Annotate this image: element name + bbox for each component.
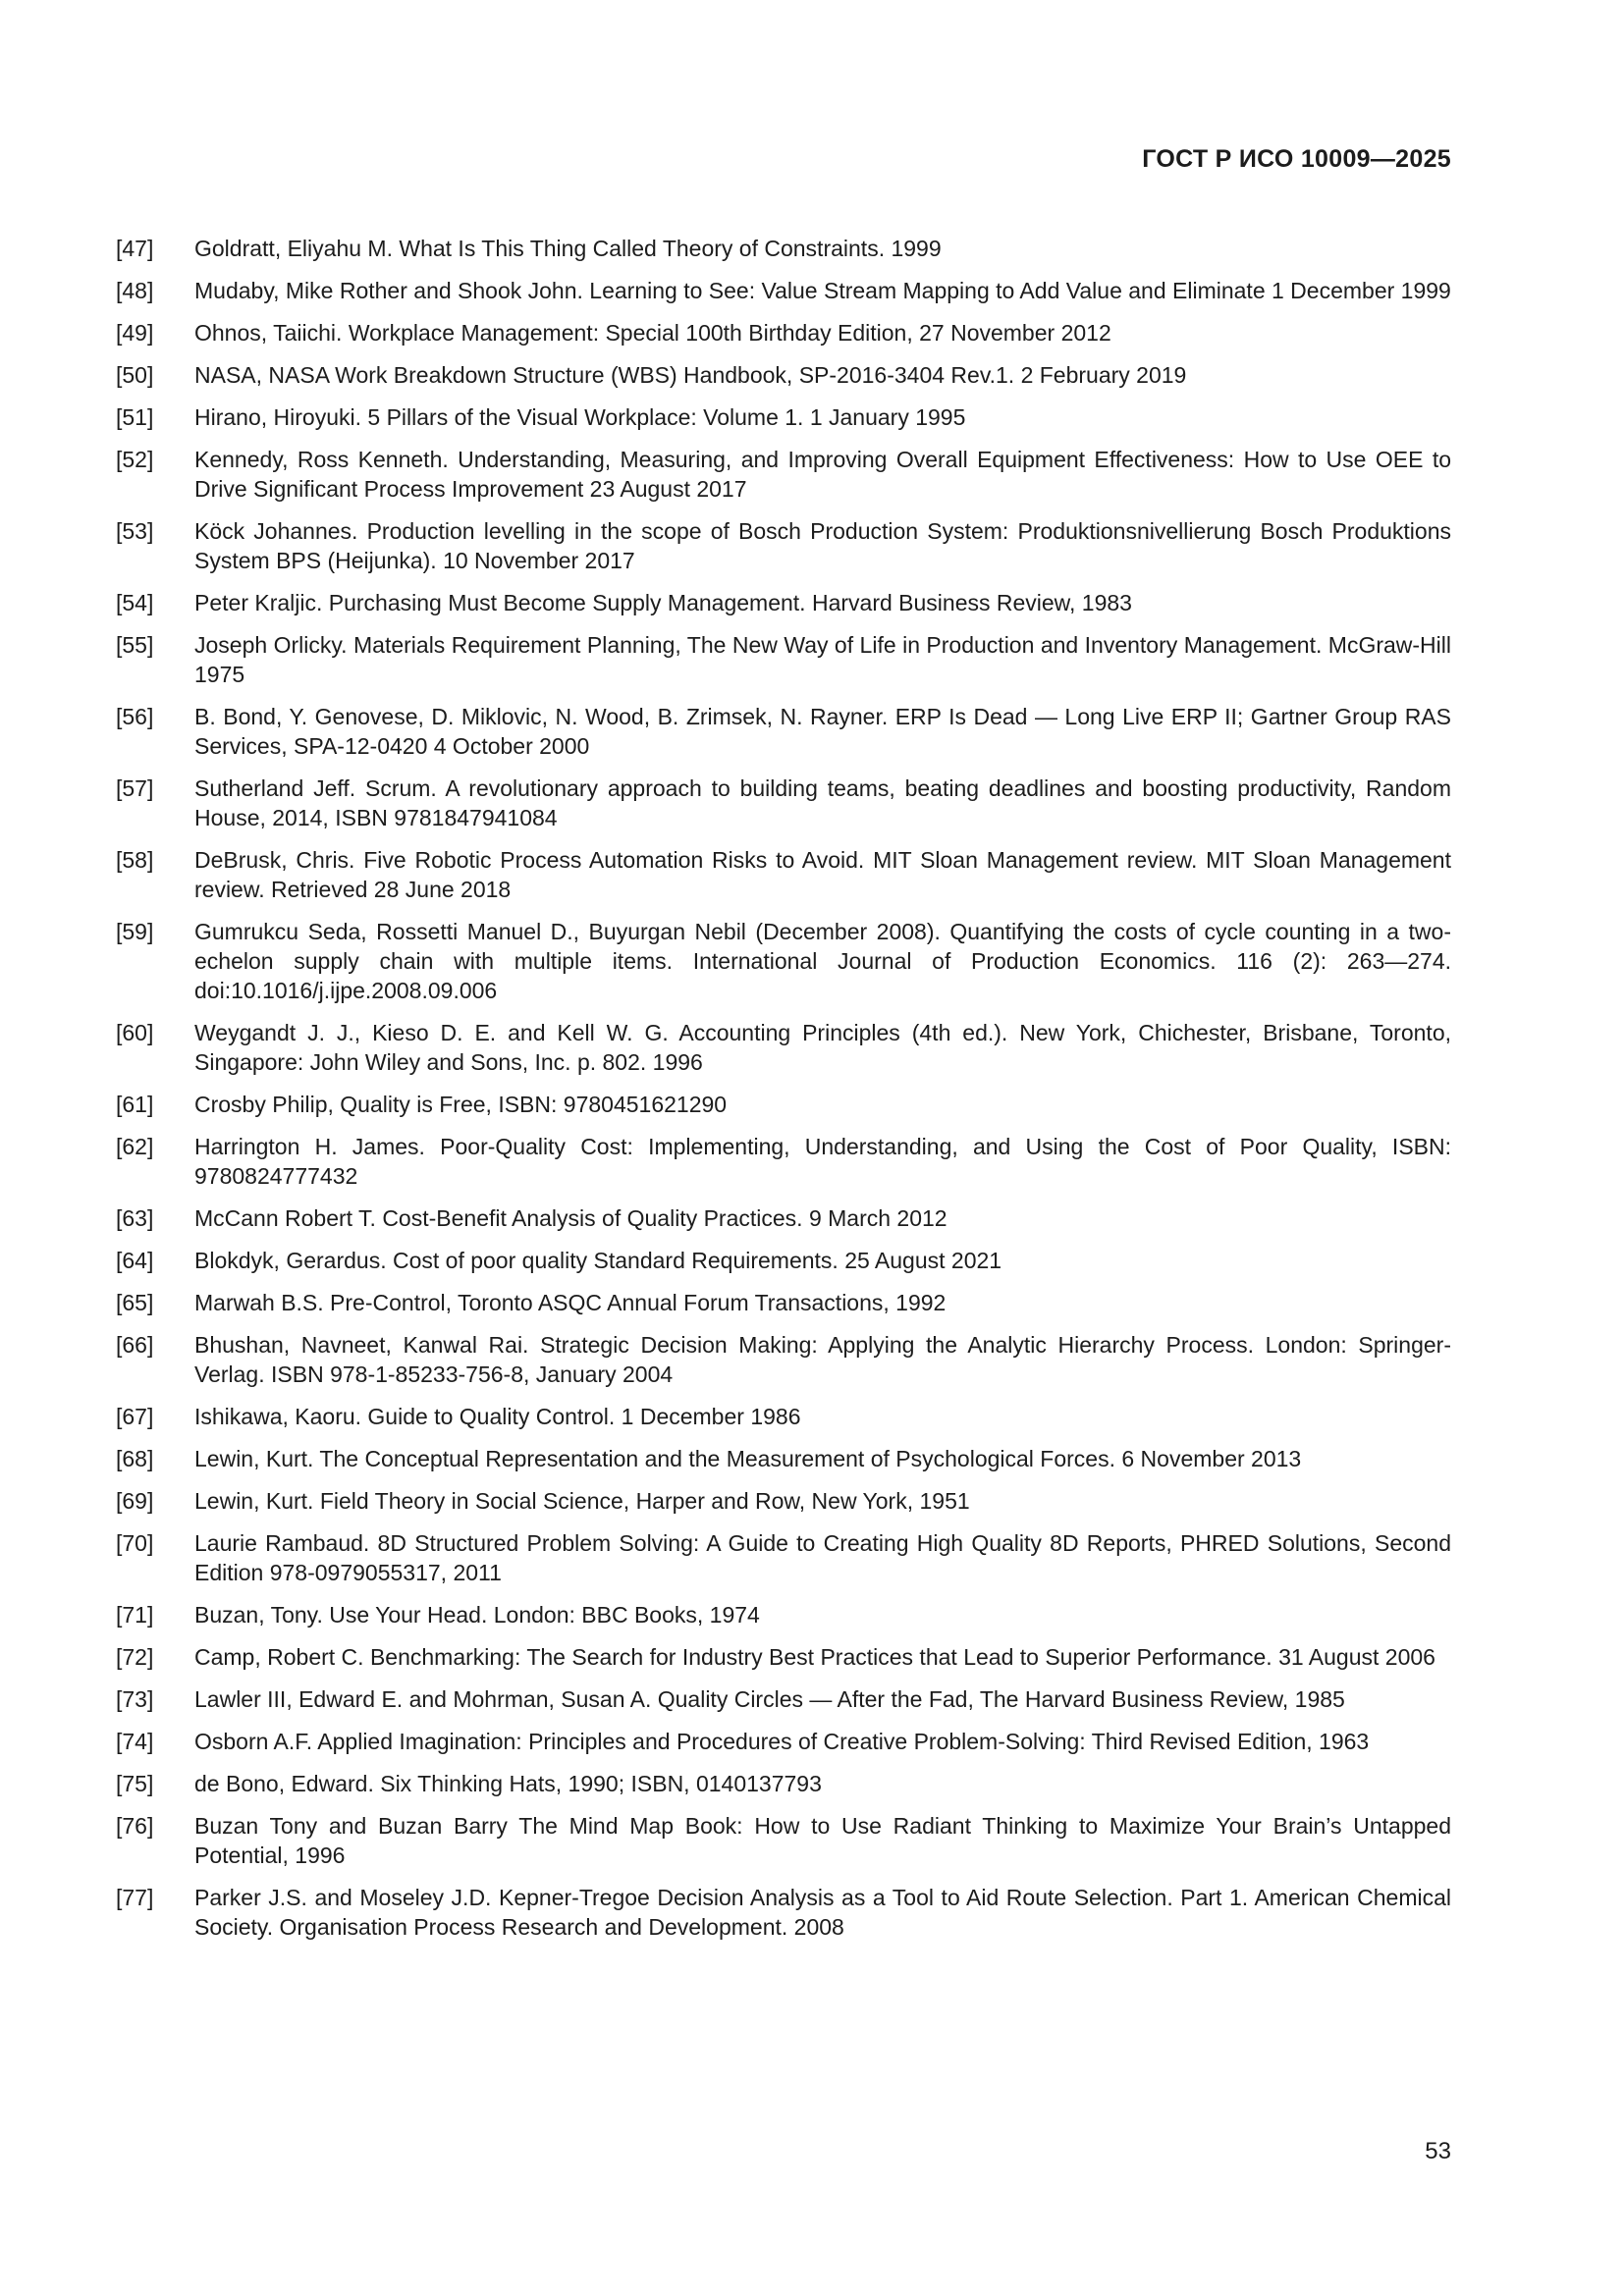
reference-number: [52]	[116, 447, 154, 472]
reference-item	[116, 1642, 1451, 1672]
reference-text: Ishikawa, Kaoru. Guide to Quality Control. 1 December 1986	[194, 1404, 801, 1429]
reference-item	[116, 1203, 1451, 1233]
reference-number: [62]	[116, 1134, 154, 1159]
reference-text: Peter Kraljic. Purchasing Must Become Supply Management. Harvard Business Review, 1983	[194, 590, 1132, 615]
reference-number: [60]	[116, 1020, 154, 1045]
reference-number: [76]	[116, 1813, 154, 1839]
reference-number: [69]	[116, 1488, 154, 1514]
reference-text: Köck Johannes. Production levelling in the scope of Bosch Production System: Produktionsnivellierung Bosch Produktions System BPS (Heijunka). 10 November 2017	[194, 518, 1451, 573]
reference-text: Gumrukcu Seda, Rossetti Manuel D., Buyurgan Nebil (December 2008). Quantifying the costs of cycle counting in a two-echelon supply chain with multiple items. International Journal of Production Economics. 116 (2): 263—274. doi:10.1016/j.ijpe.2008.09.006	[194, 919, 1451, 1003]
page-footer	[116, 2138, 1451, 2165]
reference-item	[116, 917, 1451, 1005]
reference-text: Parker J.S. and Moseley J.D. Kepner-Tregoe Decision Analysis as a Tool to Aid Route Selection. Part 1. American Chemical Society. Organisation Process Research and Development. 2008	[194, 1885, 1451, 1940]
reference-item	[116, 1444, 1451, 1473]
reference-item	[116, 630, 1451, 689]
reference-number: [47]	[116, 236, 154, 261]
reference-number: [48]	[116, 278, 154, 303]
reference-item	[116, 276, 1451, 305]
reference-item	[116, 1090, 1451, 1119]
reference-text: Sutherland Jeff. Scrum. A revolutionary approach to building teams, beating deadlines and boosting productivity, Random House, 2014, ISBN 9781847941084	[194, 775, 1451, 830]
reference-text: Blokdyk, Gerardus. Cost of poor quality Standard Requirements. 25 August 2021	[194, 1248, 1002, 1273]
reference-item	[116, 845, 1451, 904]
reference-number: [72]	[116, 1644, 154, 1670]
reference-text: Buzan Tony and Buzan Barry The Mind Map Book: How to Use Radiant Thinking to Maximize Your Brain’s Untapped Potential, 1996	[194, 1813, 1451, 1868]
reference-number: [71]	[116, 1602, 154, 1628]
references-list	[116, 234, 1451, 1954]
reference-item	[116, 516, 1451, 575]
reference-item	[116, 1246, 1451, 1275]
reference-text: Osborn A.F. Applied Imagination: Principles and Procedures of Creative Problem-Solving: Third Revised Edition, 1963	[194, 1729, 1370, 1754]
reference-item	[116, 1883, 1451, 1942]
page-header	[116, 145, 1451, 174]
reference-number: [75]	[116, 1771, 154, 1796]
reference-text: Lewin, Kurt. Field Theory in Social Science, Harper and Row, New York, 1951	[194, 1488, 970, 1514]
reference-text: Bhushan, Navneet, Kanwal Rai. Strategic Decision Making: Applying the Analytic Hierarchy Process. London: Springer-Verlag. ISBN 978-1-85233-756-8, January 2004	[194, 1332, 1451, 1387]
reference-number: [54]	[116, 590, 154, 615]
reference-number: [67]	[116, 1404, 154, 1429]
reference-text: B. Bond, Y. Genovese, D. Miklovic, N. Wood, B. Zrimsek, N. Rayner. ERP Is Dead — Long Live ERP II; Gartner Group RAS Services, SPA-12-0420 4 October 2000	[194, 704, 1451, 759]
reference-item	[116, 445, 1451, 504]
reference-number: [58]	[116, 847, 154, 873]
reference-text: de Bono, Edward. Six Thinking Hats, 1990; ISBN, 0140137793	[194, 1771, 822, 1796]
reference-item	[116, 1600, 1451, 1629]
reference-number: [70]	[116, 1530, 154, 1556]
reference-text: Hirano, Hiroyuki. 5 Pillars of the Visual Workplace: Volume 1. 1 January 1995	[194, 404, 966, 430]
reference-item	[116, 1288, 1451, 1317]
reference-number: [53]	[116, 518, 154, 544]
reference-item	[116, 1769, 1451, 1798]
reference-text: Buzan, Tony. Use Your Head. London: BBC Books, 1974	[194, 1602, 760, 1628]
reference-text: Crosby Philip, Quality is Free, ISBN: 9780451621290	[194, 1092, 728, 1117]
reference-text: Harrington H. James. Poor-Quality Cost: Implementing, Understanding, and Using the Cost of Poor Quality, ISBN: 9780824777432	[194, 1134, 1451, 1189]
reference-number: [63]	[116, 1205, 154, 1231]
reference-text: Joseph Orlicky. Materials Requirement Planning, The New Way of Life in Production and Inventory Management. McGraw-Hill 1975	[194, 632, 1451, 687]
reference-item	[116, 1811, 1451, 1870]
reference-text: Weygandt J. J., Kieso D. E. and Kell W. G. Accounting Principles (4th ed.). New York, Chichester, Brisbane, Toronto, Singapore: John Wiley and Sons, Inc. p. 802. 1996	[194, 1020, 1451, 1075]
reference-text: Ohnos, Taiichi. Workplace Management: Special 100th Birthday Edition, 27 November 2012	[194, 320, 1111, 346]
reference-item	[116, 360, 1451, 390]
reference-number: [49]	[116, 320, 154, 346]
reference-item	[116, 1528, 1451, 1587]
reference-item	[116, 702, 1451, 761]
page-number: 53	[1425, 2138, 1451, 2164]
reference-text: Kennedy, Ross Kenneth. Understanding, Measuring, and Improving Overall Equipment Effectiveness: How to Use OEE to Drive Significant Process Improvement 23 August 2017	[194, 447, 1451, 502]
reference-item	[116, 402, 1451, 432]
reference-number: [55]	[116, 632, 154, 658]
reference-text: Mudaby, Mike Rother and Shook John. Learning to See: Value Stream Mapping to Add Value and Eliminate 1 December 1999	[194, 278, 1451, 303]
reference-item	[116, 1486, 1451, 1516]
reference-item	[116, 234, 1451, 263]
reference-number: [51]	[116, 404, 154, 430]
reference-item	[116, 1727, 1451, 1756]
reference-text: Lewin, Kurt. The Conceptual Representation and the Measurement of Psychological Forces. 6 November 2013	[194, 1446, 1302, 1471]
reference-number: [73]	[116, 1686, 154, 1712]
reference-number: [57]	[116, 775, 154, 801]
reference-text: Laurie Rambaud. 8D Structured Problem Solving: A Guide to Creating High Quality 8D Reports, PHRED Solutions, Second Edition 978-0979055317, 2011	[194, 1530, 1451, 1585]
reference-item	[116, 1132, 1451, 1191]
reference-item	[116, 774, 1451, 832]
reference-text: NASA, NASA Work Breakdown Structure (WBS) Handbook, SP-2016-3404 Rev.1. 2 February 2019	[194, 362, 1187, 388]
reference-item	[116, 1684, 1451, 1714]
reference-number: [77]	[116, 1885, 154, 1910]
reference-number: [65]	[116, 1290, 154, 1315]
reference-item	[116, 588, 1451, 617]
reference-text: Camp, Robert C. Benchmarking: The Search for Industry Best Practices that Lead to Superior Performance. 31 August 2006	[194, 1644, 1435, 1670]
document-code: ГОСТ Р ИСО 10009—2025	[1142, 145, 1451, 173]
reference-item	[116, 1330, 1451, 1389]
reference-item	[116, 318, 1451, 347]
reference-number: [56]	[116, 704, 154, 729]
reference-number: [64]	[116, 1248, 154, 1273]
reference-text: Goldratt, Eliyahu M. What Is This Thing Called Theory of Constraints. 1999	[194, 236, 942, 261]
reference-number: [59]	[116, 919, 154, 944]
reference-number: [74]	[116, 1729, 154, 1754]
reference-item	[116, 1018, 1451, 1077]
reference-number: [66]	[116, 1332, 154, 1358]
reference-item	[116, 1402, 1451, 1431]
reference-text: McCann Robert T. Cost-Benefit Analysis of Quality Practices. 9 March 2012	[194, 1205, 947, 1231]
reference-number: [50]	[116, 362, 154, 388]
reference-text: DeBrusk, Chris. Five Robotic Process Automation Risks to Avoid. MIT Sloan Management review. MIT Sloan Management review. Retrieved 28 June 2018	[194, 847, 1451, 902]
reference-number: [61]	[116, 1092, 154, 1117]
reference-text: Marwah B.S. Pre-Control, Toronto ASQC Annual Forum Transactions, 1992	[194, 1290, 947, 1315]
reference-text: Lawler III, Edward E. and Mohrman, Susan A. Quality Circles — After the Fad, The Harvard Business Review, 1985	[194, 1686, 1345, 1712]
reference-number: [68]	[116, 1446, 154, 1471]
